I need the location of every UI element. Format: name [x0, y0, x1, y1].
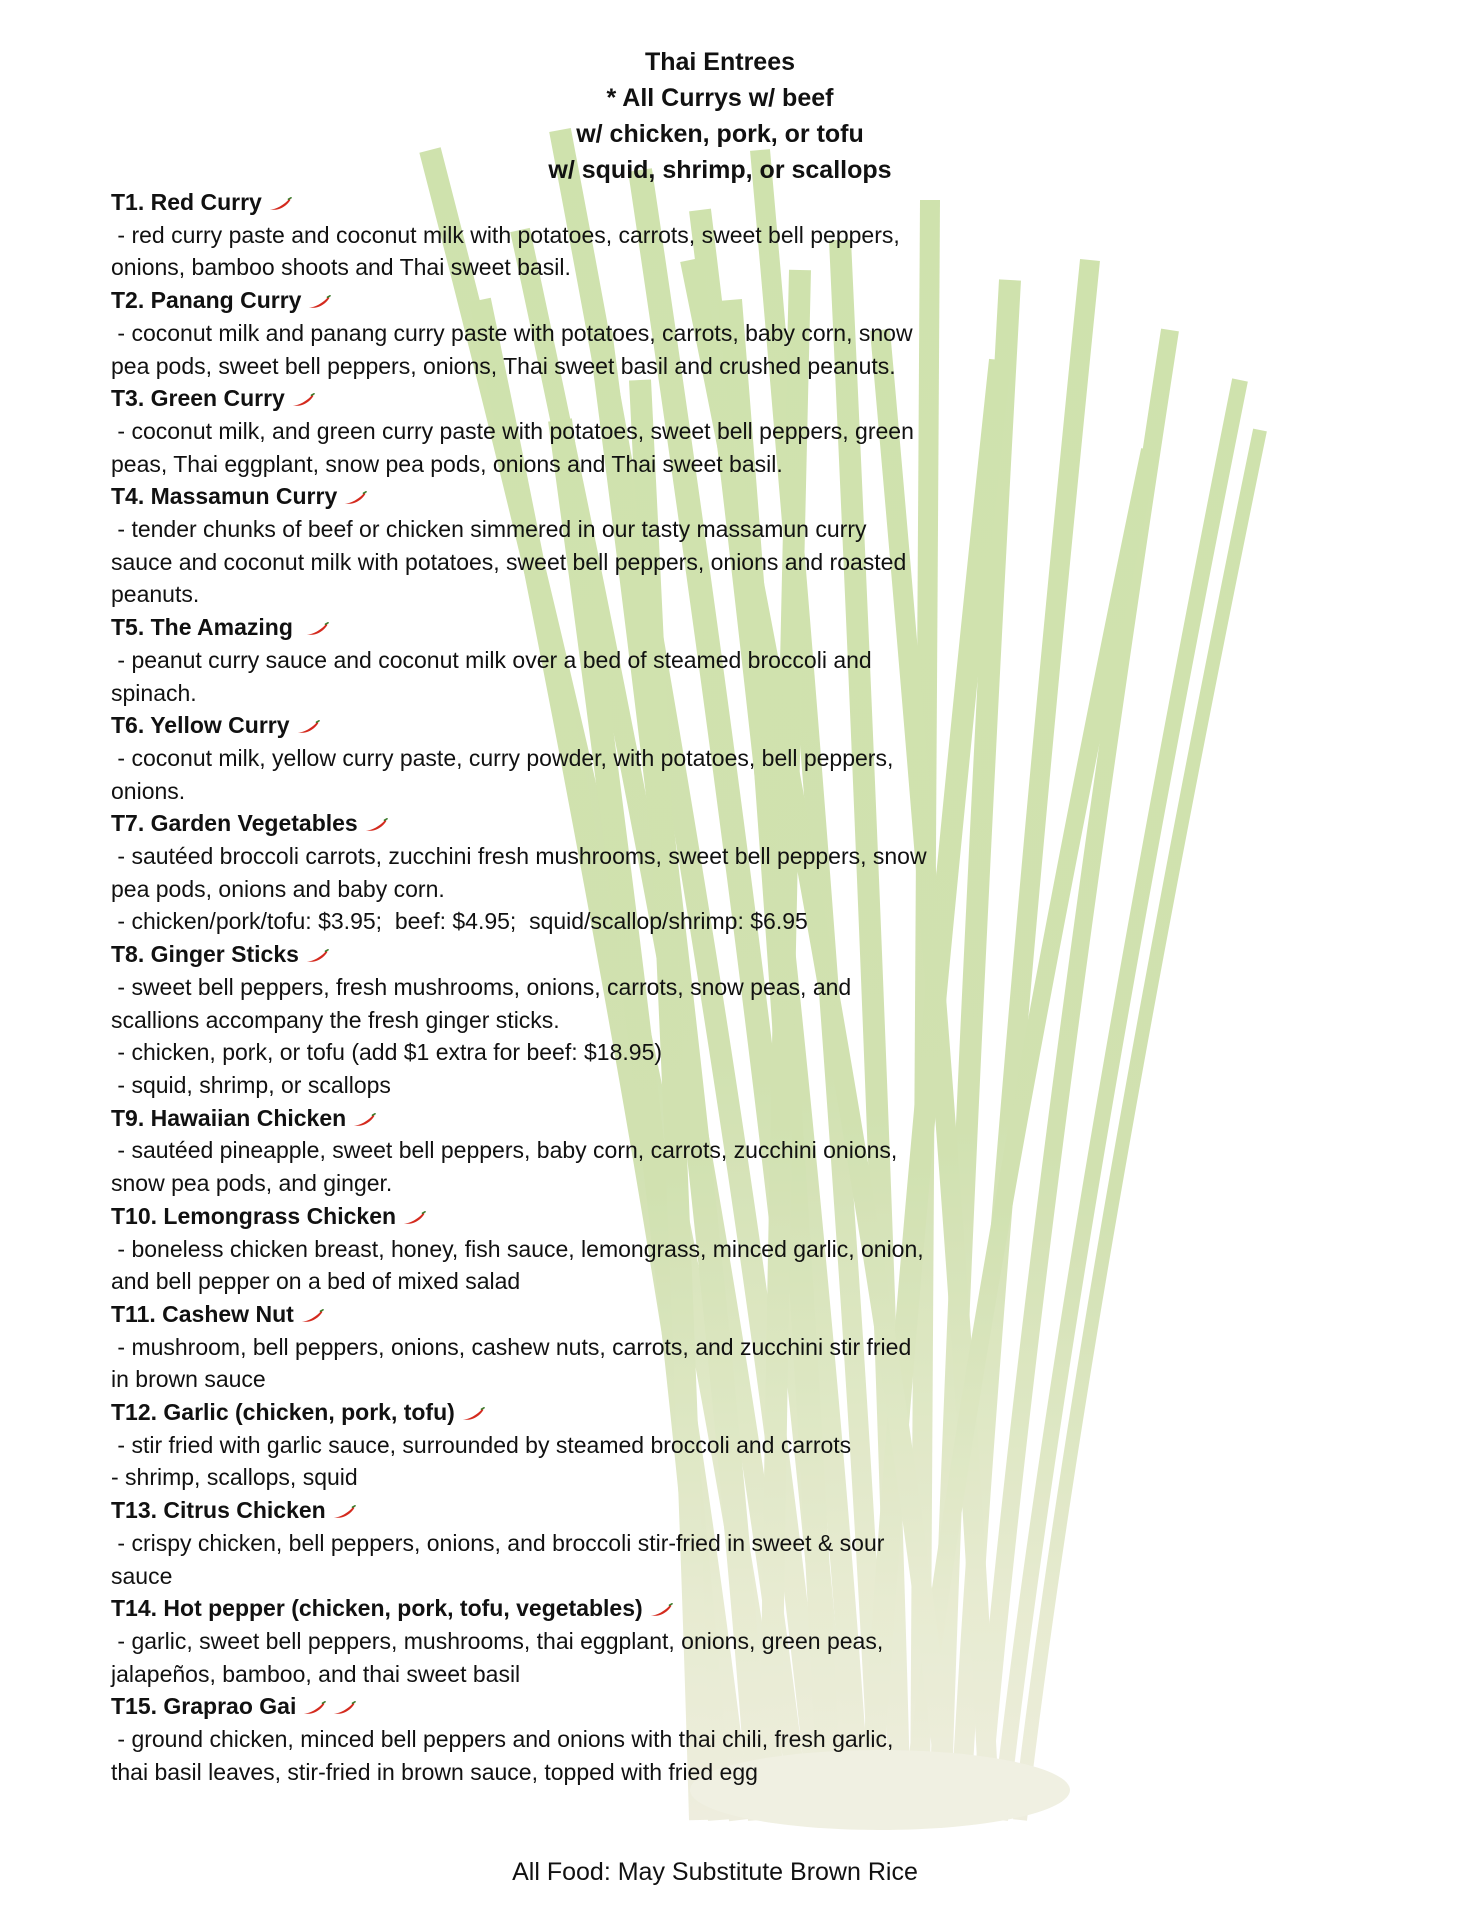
menu-item [111, 1200, 931, 1298]
chili-pepper-icon [402, 1211, 426, 1225]
chili-pepper-icon [305, 949, 329, 963]
chili-pepper-icon [343, 491, 367, 505]
menu-item-name: T3. Green Curry [111, 385, 285, 412]
menu-item-title [111, 382, 931, 415]
menu-header [520, 44, 920, 188]
chili-pepper-icon [649, 1603, 673, 1617]
menu-item-list [111, 186, 931, 1788]
menu-item [111, 1592, 931, 1690]
menu-item [111, 1690, 931, 1788]
menu-item-description: - crispy chicken, bell peppers, onions, and broccoli stir-fried in sweet & sour sauce [111, 1529, 891, 1589]
chili-pepper-icon [364, 818, 388, 832]
menu-item [111, 709, 931, 807]
menu-item [111, 938, 931, 1102]
menu-item [111, 284, 931, 382]
header-beef-note: * All Currys w/ beef [606, 84, 834, 112]
menu-item-title [111, 1200, 931, 1233]
chili-pepper-icon [300, 1309, 324, 1323]
menu-item [111, 1102, 931, 1200]
menu-item-description: - red curry paste and coconut milk with potatoes, carrots, sweet bell peppers, onions, bamboo shoots and Thai sweet basil. [111, 221, 907, 281]
menu-item-title [111, 480, 931, 513]
menu-item-description: - sautéed pineapple, sweet bell peppers, baby corn, carrots, zucchini onions, snow pea pods, and ginger. [111, 1137, 904, 1197]
menu-item-description: - peanut curry sauce and coconut milk over a bed of steamed broccoli and spinach. [111, 646, 879, 706]
menu-item-description: - stir fried with garlic sauce, surrounded by steamed broccoli and carrots [111, 1431, 852, 1458]
menu-item-description: - boneless chicken breast, honey, fish sauce, lemongrass, minced garlic, onion, and bell pepper on a bed of mixed salad [111, 1235, 931, 1295]
menu-item-title [111, 1298, 931, 1331]
menu-item-name: T14. Hot pepper (chicken, pork, tofu, vegetables) [111, 1595, 643, 1622]
menu-item-title [111, 1494, 931, 1527]
header-title: Thai Entrees [644, 48, 796, 76]
menu-item [111, 186, 931, 284]
menu-item-description: - coconut milk and panang curry paste with potatoes, carrots, baby corn, snow pea pods, sweet bell peppers, onions, Thai sweet basil and crushed peanuts. [111, 319, 919, 379]
menu-item-description: - garlic, sweet bell peppers, mushrooms, thai eggplant, onions, green peas, jalapeños, bamboo, and thai sweet basil [111, 1627, 890, 1687]
menu-item-description: - sweet bell peppers, fresh mushrooms, onions, carrots, snow peas, and scallions accompany the fresh ginger sticks. [111, 973, 858, 1033]
header-seafood-note: w/ squid, shrimp, or scallops [548, 156, 892, 184]
menu-item-description: - shrimp, scallops, squid [111, 1464, 358, 1491]
footer-note: All Food: May Substitute Brown Rice [512, 1858, 918, 1886]
menu-item-title [111, 1396, 931, 1429]
menu-item-name: T13. Citrus Chicken [111, 1497, 326, 1524]
menu-item-description: - tender chunks of beef or chicken simmered in our tasty massamun curry sauce and coconut milk with potatoes, sweet bell peppers, onions and roasted peanuts. [111, 516, 913, 608]
header-chicken-note: w/ chicken, pork, or tofu [576, 120, 864, 148]
menu-item-title [111, 1592, 931, 1625]
menu-item-description: - squid, shrimp, or scallops [111, 1071, 391, 1098]
menu-item-title [111, 807, 931, 840]
menu-item-title [111, 1690, 931, 1723]
menu-item-name: T8. Ginger Sticks [111, 941, 299, 968]
chili-pepper-icon [302, 1701, 326, 1715]
menu-item-name: T10. Lemongrass Chicken [111, 1202, 397, 1229]
menu-item-name: T5. The Amazing [111, 614, 300, 641]
menu-item-description: - chicken, pork, or tofu (add $1 extra for beef: $18.95) [111, 1039, 663, 1066]
menu-item-name: T2. Panang Curry [111, 287, 302, 314]
chili-pepper-icon [332, 1505, 356, 1519]
menu-item [111, 611, 931, 709]
menu-item-title [111, 186, 931, 219]
menu-item-description: - ground chicken, minced bell peppers and onions with thai chili, fresh garlic, thai basil leaves, stir-fried in brown sauce, topped with fried egg [111, 1726, 900, 1785]
menu-item-title [111, 709, 931, 742]
menu-item [111, 1298, 931, 1396]
menu-item-name: T9. Hawaiian Chicken [111, 1104, 347, 1131]
menu-item [111, 480, 931, 611]
menu-item-title [111, 284, 931, 317]
menu-item-name: T12. Garlic (chicken, pork, tofu) [111, 1399, 455, 1426]
menu-item-title [111, 1102, 931, 1135]
menu-item-name: T15. Graprao Gai [111, 1693, 297, 1720]
chili-pepper-icon [307, 295, 331, 309]
menu-item-title [111, 611, 931, 644]
menu-item [111, 382, 931, 480]
chili-pepper-icon [332, 1701, 356, 1715]
menu-item-description: - coconut milk, yellow curry paste, curry powder, with potatoes, bell peppers, onions. [111, 744, 900, 804]
menu-item-name: T1. Red Curry [111, 189, 262, 215]
chili-pepper-icon [291, 393, 315, 407]
menu-item-name: T6. Yellow Curry [111, 712, 290, 739]
menu-item [111, 1396, 931, 1494]
menu-item-name: T7. Garden Vegetables [111, 810, 358, 837]
menu-item-description: - coconut milk, and green curry paste with potatoes, sweet bell peppers, green peas, Thai eggplant, snow pea pods, onions and Thai sweet basil. [111, 417, 921, 477]
menu-item [111, 1494, 931, 1592]
chili-pepper-icon [268, 197, 292, 211]
menu-item-title [111, 938, 931, 971]
menu-item-description: - mushroom, bell peppers, onions, cashew nuts, carrots, and zucchini stir fried in brown sauce [111, 1333, 918, 1393]
menu-item-description: - chicken/pork/tofu: $3.95; beef: $4.95; squid/scallop/shrimp: $6.95 [111, 908, 808, 935]
chili-pepper-icon [305, 622, 329, 636]
menu-item-description: - sautéed broccoli carrots, zucchini fresh mushrooms, sweet bell peppers, snow pea pods, onions and baby corn. [111, 843, 933, 902]
menu-item-name: T4. Massamun Curry [111, 483, 338, 510]
chili-pepper-icon [296, 720, 320, 734]
chili-pepper-icon [352, 1113, 376, 1127]
menu-item-name: T11. Cashew Nut [111, 1300, 294, 1327]
menu-item [111, 807, 931, 938]
chili-pepper-icon [461, 1407, 485, 1421]
